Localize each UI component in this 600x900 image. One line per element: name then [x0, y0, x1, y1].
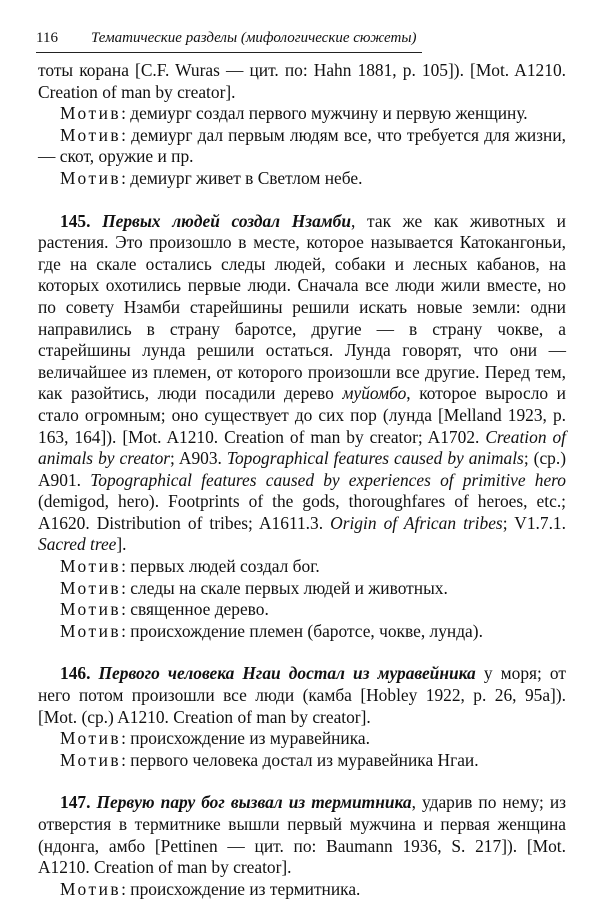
entry-number: 147.: [60, 792, 91, 813]
motif-label: Мотив: [60, 577, 122, 598]
entry-title: Первую пару бог вызвал из термитника: [96, 792, 412, 813]
motif-line: Мотив: первых людей создал бог.: [60, 556, 320, 577]
motif-label: Мотив: [60, 878, 122, 899]
motif-line: Мотив: происхождение из муравейника.: [60, 728, 370, 749]
motif-label: Мотив: [60, 749, 122, 770]
entry-number: 146.: [60, 663, 91, 684]
motif-label: Мотив: [60, 620, 122, 641]
header-rule: [36, 52, 422, 53]
motif-line: Мотив: священное дерево.: [60, 599, 269, 620]
motif-label: Мотив: [60, 103, 122, 124]
entry-number: 145.: [60, 210, 91, 231]
page-number: 116: [36, 30, 58, 46]
running-header: [36, 28, 424, 48]
motif-label: Мотив: [60, 556, 122, 577]
motif-label: Мотив: [60, 167, 122, 188]
entry-title: Первого человека Нгаи достал из муравейника: [98, 663, 476, 684]
running-title: Тематические разделы (мифологические сюжеты): [91, 30, 417, 46]
entry-147-paragraph: 147. Первую пару бог вызвал из термитника, ударив по нему; из отверстия в термитнике вышли первый мужчина и первая женщина (ндонга, амбо [Pettinen — цит. по: Baumann 1936, S. 217]). [Mot. A1210. Creation of man by creator].: [38, 792, 567, 878]
entry-145-paragraph: 145. Первых людей создал Нзамби, так же как животных и растения. Это произошло в месте, которое называется Катокангоньи, где на скале остались следы людей, собаки и лесных кабанов, на которых охотились первые люди. Сначала все люди жили вместе, но по совету Нзамби старейшины решили искать новые земли: одни направились в страну баротсе, другие — в страну чокве, а старейшины лунда решили остаться. Лунда говорят, что они — величайшее из племен, от которого произошли все другие. Перед тем, как разойтись, люди посадили дерево муйомбо, которое выросло и стало огромным; оно существует до сих пор (лунда [Melland 1923, p. 163, 164]). [Mot. A1210. Creation of man by creator; A1702. Creation of animals by creator; A903. Topographical features caused by animals; (ср.) A901. Topographical features caused by experiences of primitive hero (demigod, hero). Footprints of the gods, thoroughfares of heroes, etc.; A1620. Distribution of tribes; A1611.3. Origin of African tribes; V1.7.1. Sacred tree].: [38, 210, 566, 555]
motif-line: Мотив: первого человека достал из муравейника Нгаи.: [60, 749, 479, 770]
motif-line: Мотив: происхождение из термитника.: [60, 878, 361, 899]
motif-line: Мотив: демиург живет в Светлом небе.: [60, 167, 363, 188]
motif-label: Мотив: [60, 728, 122, 749]
continuation-paragraph: тоты корана [C.F. Wuras — цит. по: Hahn 1881, p. 105]). [Mot. A1210. Creation of man by creator].: [38, 60, 566, 102]
motif-label: Мотив: [60, 599, 122, 620]
entry-146-paragraph: 146. Первого человека Нгаи достал из муравейника у моря; от него потом произошли все люди (камба [Hobley 1922, p. 26, 95a]). [Mot. (ср.) A1210. Creation of man by creator].: [38, 663, 566, 727]
motif-line: Мотив: происхождение племен (баротсе, чокве, лунда).: [60, 620, 483, 641]
motif-line: Мотив: следы на скале первых людей и животных.: [60, 577, 448, 598]
motif-line: Мотив: демиург создал первого мужчину и первую женщину.: [60, 103, 528, 124]
motif-line: Мотив: демиург дал первым людям все, что требуется для жизни, — скот, оружие и пр.: [38, 124, 566, 167]
motif-label: Мотив: [60, 124, 122, 145]
page-body: [38, 60, 566, 900]
entry-title: Первых людей создал Нзамби: [102, 210, 352, 231]
